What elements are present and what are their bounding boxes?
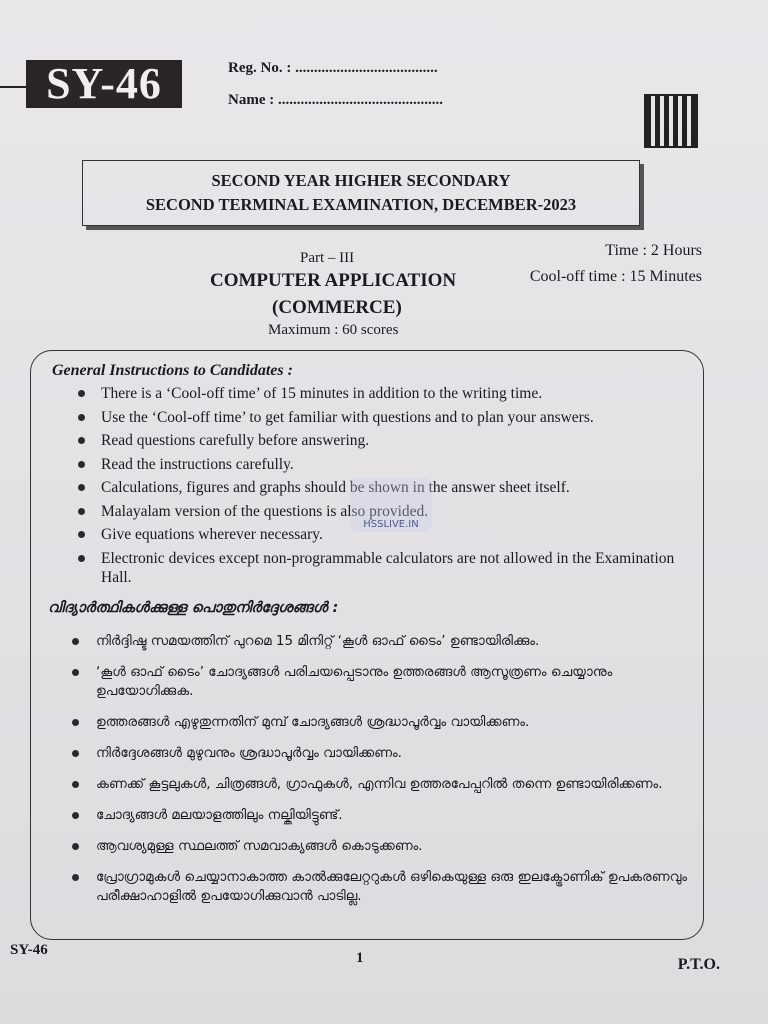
list-item: ‘കൂൾ ഓഫ് ടൈം’ ചോദ്യങ്ങൾ പരിചയപ്പെടാനും ഉത്തരങ്ങൾ ആസൂത്രണം ചെയ്യാനും ഉപയോഗിക്കുക. xyxy=(70,663,688,701)
list-item: Electronic devices except non-programmable calculators are not allowed in the Examination Hall. xyxy=(76,549,676,587)
list-item: കണക്ക് കൂട്ടലുകൾ, ചിത്രങ്ങൾ, ഗ്രാഫുകൾ, എന്നിവ ഉത്തരപേപ്പറിൽ തന്നെ ഉണ്ടായിരിക്കണം. xyxy=(70,775,688,794)
name-field: Name : ............................................ xyxy=(228,92,443,108)
list-item: ആവശ്യമുള്ള സ്ഥലത്ത് സമവാക്യങ്ങൾ കൊടുക്കണം. xyxy=(70,837,688,856)
list-item: ഉത്തരങ്ങൾ എഴുതുന്നതിന് മുമ്പ് ചോദ്യങ്ങൾ ശ്രദ്ധാപൂർവ്വം വായിക്കണം. xyxy=(70,713,688,732)
list-item: നിർദ്ദേശങ്ങൾ മുഴുവനും ശ്രദ്ധാപൂർവ്വം വായിക്കണം. xyxy=(70,744,688,763)
pto-label: P.T.O. xyxy=(677,956,720,973)
stream-title: (COMMERCE) xyxy=(272,297,402,318)
max-scores: Maximum : 60 scores xyxy=(268,322,399,338)
title-line-1: SECOND YEAR HIGHER SECONDARY xyxy=(211,171,511,190)
list-item: Malayalam version of the questions is also provided. xyxy=(76,502,676,521)
list-item: Give equations wherever necessary. xyxy=(76,525,676,544)
list-item: Use the ‘Cool-off time’ to get familiar with questions and to plan your answers. xyxy=(76,408,676,427)
list-item: Read questions carefully before answering. xyxy=(76,431,676,450)
watermark-logo xyxy=(350,478,432,532)
footer-code: SY-46 xyxy=(10,942,48,958)
list-item: There is a ‘Cool-off time’ of 15 minutes in addition to the writing time. xyxy=(76,384,676,403)
subject-title: COMPUTER APPLICATION xyxy=(210,270,457,291)
qr-code-icon xyxy=(646,96,696,146)
reg-no-field: Reg. No. : ...................................... xyxy=(228,60,438,76)
list-item: ചോദ്യങ്ങൾ മലയാളത്തിലും നല്കിയിട്ടുണ്ട്. xyxy=(70,806,688,825)
exam-title-box xyxy=(82,160,640,226)
instructions-title-en: General Instructions to Candidates : xyxy=(52,362,293,379)
list-item: Calculations, figures and graphs should be shown in the answer sheet itself. xyxy=(76,478,676,497)
edge-mark xyxy=(0,86,26,88)
instructions-title-ml: വിദ്യാർത്ഥികൾക്കുള്ള പൊതുനിർദ്ദേശങ്ങൾ : xyxy=(48,600,339,616)
list-item: പ്രോഗ്രാമുകൾ ചെയ്യാനാകാത്ത കാൽക്കുലേറ്ററുകൾ ഒഴികെയുള്ള ഒരു ഇലക്ട്രോണിക് ഉപകരണവും പരീക്ഷാഹാളിൽ ഉപയോഗിക്കുവാൻ പാടില്ല. xyxy=(70,868,688,906)
watermark-text: HSSLIVE.IN xyxy=(363,519,419,530)
part-label: Part – III xyxy=(300,250,355,266)
paper-code-badge: SY-46 xyxy=(26,60,182,108)
instructions-list-ml xyxy=(70,632,688,918)
page-number: 1 xyxy=(356,950,364,966)
time-allowed: Time : 2 Hours xyxy=(605,242,702,259)
title-line-2: SECOND TERMINAL EXAMINATION, DECEMBER-2023 xyxy=(145,195,577,214)
cool-off-time: Cool-off time : 15 Minutes xyxy=(529,268,702,285)
list-item: Read the instructions carefully. xyxy=(76,455,676,474)
list-item: നിർദ്ദിഷ്ട സമയത്തിന് പുറമെ 15 മിനിറ്റ് ‘കൂൾ ഓഫ് ടൈം’ ഉണ്ടായിരിക്കും. xyxy=(70,632,688,651)
